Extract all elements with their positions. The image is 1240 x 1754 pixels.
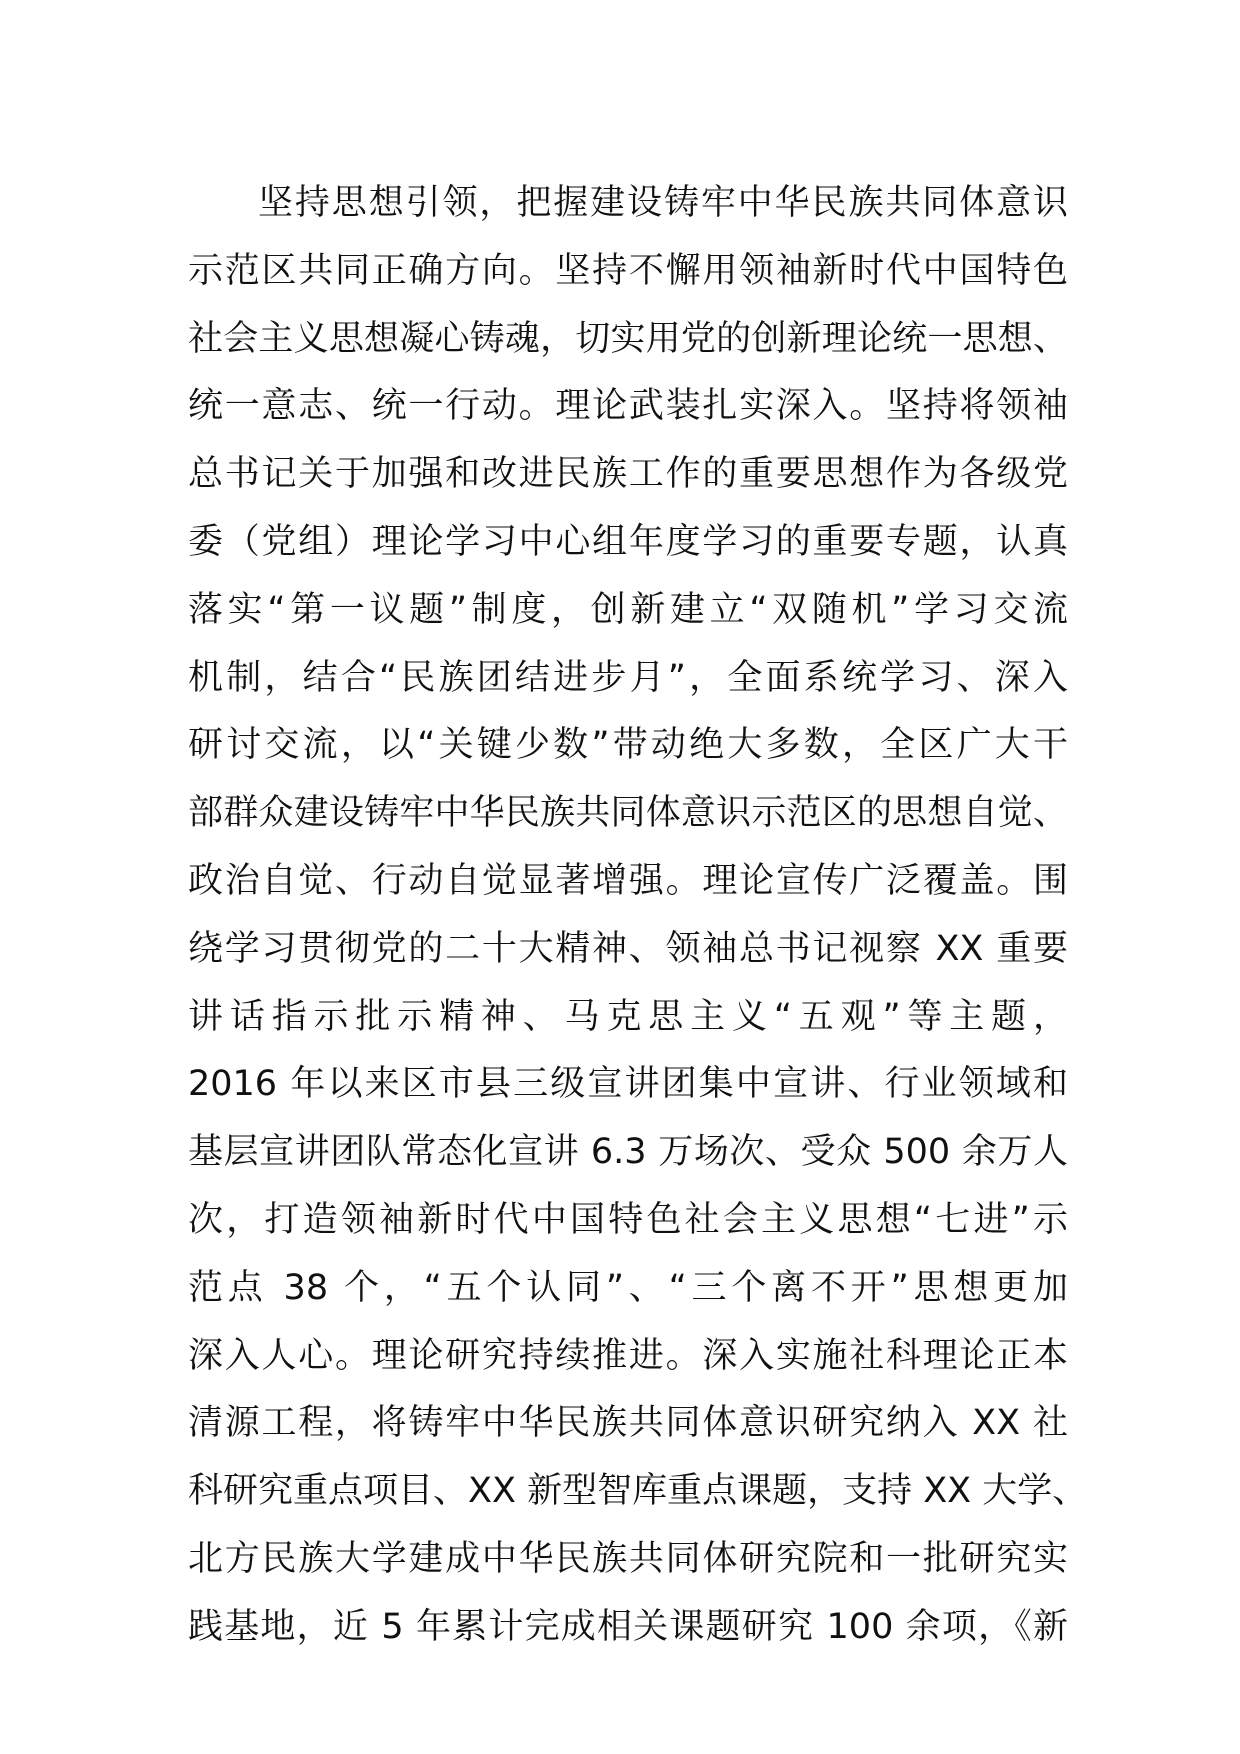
paragraph-line: 深入人心。理论研究持续推进。深入实施社科理论正本 [188, 1335, 1068, 1376]
paragraph-line: 科研究重点项目、XX 新型智库重点课题，支持 XX 大学、 [188, 1471, 1088, 1512]
paragraph-line: 清源工程，将铸牢中华民族共同体意识研究纳入 XX 社 [188, 1403, 1068, 1444]
paragraph-line: 部群众建设铸牢中华民族共同体意识示范区的思想自觉、 [188, 793, 1068, 834]
paragraph-line: 统一意志、统一行动。理论武装扎实深入。坚持将领袖 [188, 386, 1068, 427]
paragraph-line: 2016 年以来区市县三级宣讲团集中宣讲、行业领域和 [188, 1064, 1068, 1105]
paragraph-line: 机制，结合“民族团结进步月”，全面系统学习、深入 [188, 657, 1068, 698]
paragraph-line: 社会主义思想凝心铸魂，切实用党的创新理论统一思想、 [188, 318, 1068, 359]
paragraph-line: 讲话指示批示精神、马克思主义“五观”等主题， [188, 996, 1068, 1037]
paragraph-line: 范点 38 个，“五个认同”、“三个离不开”思想更加 [188, 1267, 1068, 1308]
paragraph-line: 委（党组）理论学习中心组年度学习的重要专题，认真 [188, 521, 1068, 562]
paragraph-line: 研讨交流，以“关键少数”带动绝大多数，全区广大干 [188, 725, 1068, 766]
paragraph-line: 坚持思想引领，把握建设铸牢中华民族共同体意识 [258, 183, 1068, 223]
paragraph-line: 践基地，近 5 年累计完成相关课题研究 100 余项，《新 [188, 1606, 1068, 1647]
paragraph-line: 政治自觉、行动自觉显著增强。理论宣传广泛覆盖。围 [188, 860, 1068, 901]
paragraph-line: 次，打造领袖新时代中国特色社会主义思想“七进”示 [188, 1199, 1068, 1240]
paragraph-line: 绕学习贯彻党的二十大精神、领袖总书记视察 XX 重要 [188, 928, 1068, 969]
paragraph-line: 北方民族大学建成中华民族共同体研究院和一批研究实 [188, 1538, 1068, 1579]
paragraph-line: 基层宣讲团队常态化宣讲 6.3 万场次、受众 500 余万人 [188, 1132, 1068, 1173]
body-paragraph [188, 170, 1088, 1662]
paragraph-line: 示范区共同正确方向。坚持不懈用领袖新时代中国特色 [188, 250, 1068, 291]
paragraph-line: 总书记关于加强和改进民族工作的重要思想作为各级党 [188, 454, 1068, 495]
paragraph-line: 落实“第一议题”制度，创新建立“双随机”学习交流 [188, 589, 1068, 630]
